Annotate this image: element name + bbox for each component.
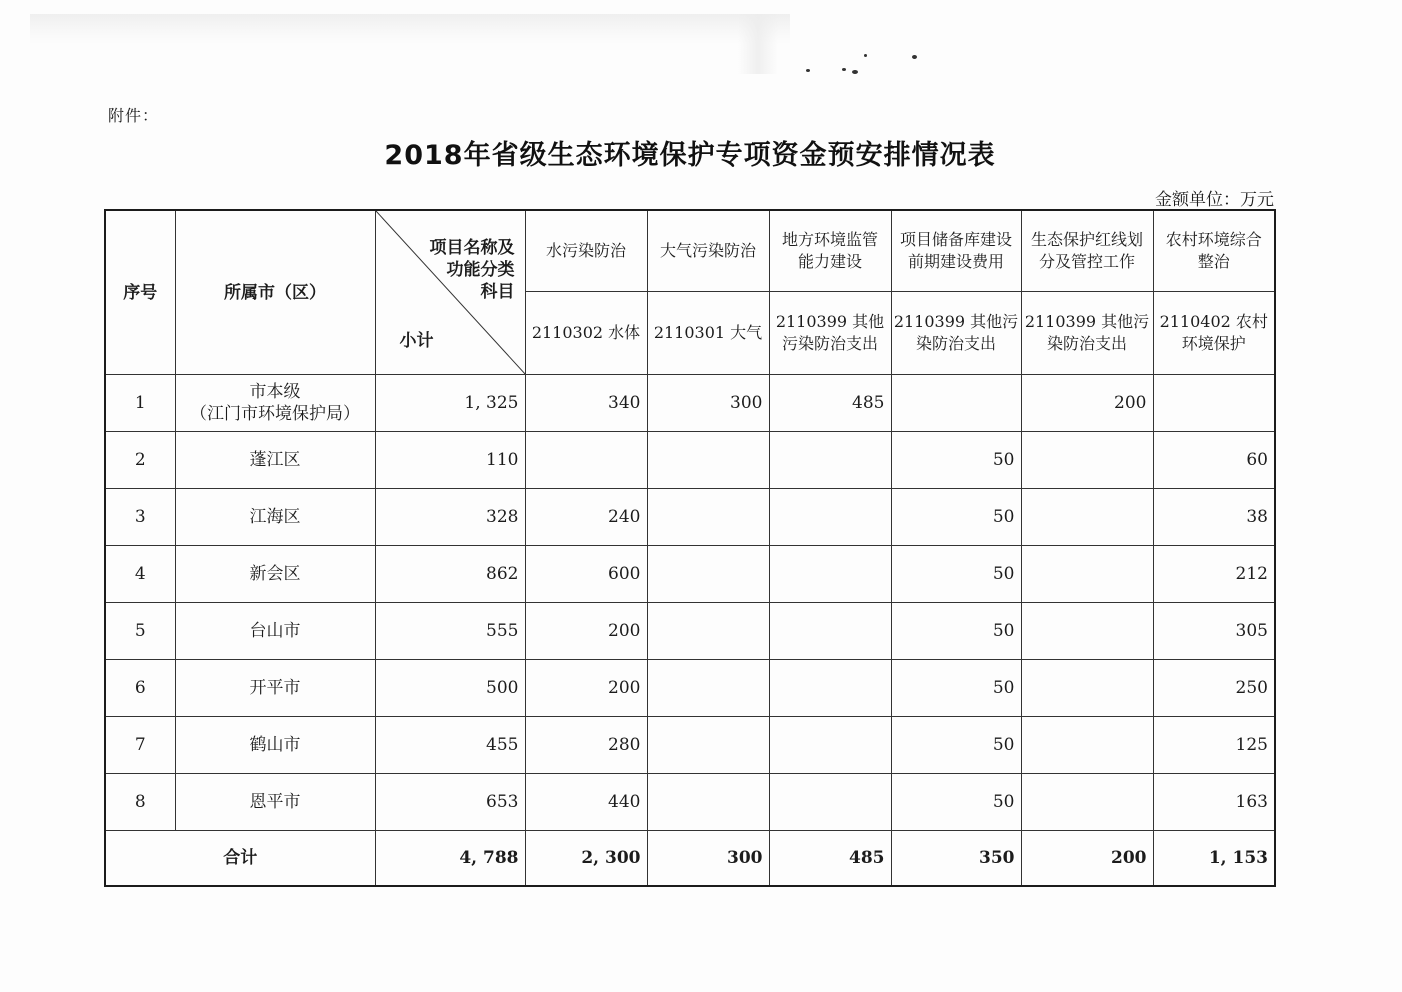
header-category-code: [525, 292, 647, 375]
header-category-code: [891, 292, 1021, 375]
row-amount: 163: [1153, 774, 1275, 831]
table-row: [105, 432, 1275, 489]
row-city: [175, 432, 375, 489]
category-code-line1: 2110402 农村: [1159, 312, 1268, 331]
category-code-line1: 2110399 其他污: [1024, 312, 1150, 331]
scan-shading: [738, 14, 778, 74]
row-amount: 305: [1153, 603, 1275, 660]
row-city-name: 新会区: [249, 564, 301, 584]
row-amount: 250: [1153, 660, 1275, 717]
total-amount: 200: [1021, 831, 1153, 887]
row-city-name: 台山市: [249, 621, 301, 641]
row-amount: 50: [891, 546, 1021, 603]
total-row: [105, 831, 1275, 887]
header-category: [647, 210, 769, 292]
row-subtotal: 555: [375, 603, 525, 660]
row-amount: 50: [891, 603, 1021, 660]
category-name-line2: 前期建设费用: [907, 252, 1004, 271]
row-amount: 50: [891, 774, 1021, 831]
row-amount: 60: [1153, 432, 1275, 489]
row-seq: 5: [105, 603, 175, 660]
row-amount: 340: [525, 375, 647, 432]
category-name-line1: 农村环境综合: [1165, 230, 1262, 249]
scan-speck: [912, 55, 917, 59]
row-amount: [647, 774, 769, 831]
row-city-name: 市本级: [249, 382, 301, 402]
row-amount: [769, 717, 891, 774]
row-city: [175, 660, 375, 717]
row-amount: 50: [891, 489, 1021, 546]
row-amount: 240: [525, 489, 647, 546]
header-item-name-line2: 功能分类: [446, 260, 515, 280]
category-code-line2: 染防治支出: [1046, 334, 1127, 353]
row-amount: [769, 774, 891, 831]
total-amount: 1, 153: [1153, 831, 1275, 887]
row-city-name: 恩平市: [249, 792, 301, 812]
row-city: [175, 546, 375, 603]
row-amount: [1153, 375, 1275, 432]
header-category-code: [1153, 292, 1275, 375]
row-amount: [769, 603, 891, 660]
row-amount: [647, 546, 769, 603]
category-code-line1: 2110399 其他: [775, 312, 885, 331]
category-code-line2: 染防治支出: [915, 334, 996, 353]
row-amount: 50: [891, 660, 1021, 717]
total-amount: 2, 300: [525, 831, 647, 887]
header-subtotal: 小计: [399, 331, 434, 351]
header-category: [1153, 210, 1275, 292]
row-amount: 200: [1021, 375, 1153, 432]
row-amount: 50: [891, 432, 1021, 489]
row-city: [175, 774, 375, 831]
row-city-name: 江海区: [249, 507, 301, 527]
row-subtotal: 862: [375, 546, 525, 603]
row-amount: 485: [769, 375, 891, 432]
row-seq: 4: [105, 546, 175, 603]
header-category: [525, 210, 647, 292]
header-category: [1021, 210, 1153, 292]
header-seq: 序号: [105, 210, 175, 375]
row-amount: [769, 489, 891, 546]
row-amount: [647, 603, 769, 660]
row-seq: 7: [105, 717, 175, 774]
row-amount: [1021, 603, 1153, 660]
table-row: [105, 603, 1275, 660]
row-amount: [647, 432, 769, 489]
table-row: [105, 375, 1275, 432]
row-subtotal: 110: [375, 432, 525, 489]
row-amount: 125: [1153, 717, 1275, 774]
table-row: [105, 546, 1275, 603]
row-subtotal: 1, 325: [375, 375, 525, 432]
row-amount: [1021, 660, 1153, 717]
category-name-line2: 整治: [1197, 252, 1230, 271]
row-amount: [1021, 717, 1153, 774]
table-row: [105, 660, 1275, 717]
header-category-code: [769, 292, 891, 375]
header-category-code: [647, 292, 769, 375]
category-name-line1: 地方环境监管: [781, 230, 878, 249]
row-amount: 212: [1153, 546, 1275, 603]
row-amount: [769, 660, 891, 717]
header-category: [769, 210, 891, 292]
category-name-line2: 能力建设: [797, 252, 862, 271]
header-diagonal-cell: [375, 210, 525, 375]
scan-speck: [842, 68, 846, 71]
attachment-label: 附件：: [108, 106, 160, 125]
row-city-name: 开平市: [249, 678, 301, 698]
header-row: [105, 210, 1275, 292]
category-code-line1: 2110301 大气: [653, 323, 763, 342]
row-amount: [769, 546, 891, 603]
row-city-subname: （江门市环境保护局）: [190, 404, 360, 424]
table-row: [105, 717, 1275, 774]
row-amount: 50: [891, 717, 1021, 774]
row-amount: [1021, 546, 1153, 603]
scan-speck: [864, 54, 867, 57]
row-amount: [769, 432, 891, 489]
total-label: 合计: [105, 831, 375, 887]
row-seq: 1: [105, 375, 175, 432]
row-seq: 2: [105, 432, 175, 489]
row-amount: 200: [525, 603, 647, 660]
row-amount: [891, 375, 1021, 432]
category-name-line1: 生态保护红线划: [1030, 230, 1143, 249]
scan-speck: [852, 70, 858, 74]
row-amount: 200: [525, 660, 647, 717]
row-city-name: 蓬江区: [249, 450, 301, 470]
header-category: [891, 210, 1021, 292]
category-code-line2: 污染防治支出: [781, 334, 878, 353]
document-title: 2018年省级生态环境保护专项资金预安排情况表: [384, 140, 996, 171]
row-subtotal: 328: [375, 489, 525, 546]
row-city: [175, 489, 375, 546]
row-city: [175, 717, 375, 774]
table-row: [105, 489, 1275, 546]
row-amount: [1021, 432, 1153, 489]
row-amount: 600: [525, 546, 647, 603]
row-amount: 38: [1153, 489, 1275, 546]
total-amount: 485: [769, 831, 891, 887]
row-amount: [525, 432, 647, 489]
category-code-line2: 环境保护: [1181, 334, 1246, 353]
row-amount: 280: [525, 717, 647, 774]
header-item-name-line1: 项目名称及: [429, 238, 515, 258]
category-name-line1: 水污染防治: [545, 241, 626, 260]
scan-speck: [806, 69, 810, 72]
row-city: [175, 375, 375, 432]
row-amount: [647, 717, 769, 774]
table-row: [105, 774, 1275, 831]
row-amount: [647, 660, 769, 717]
header-city: 所属市（区）: [175, 210, 375, 375]
header-category-code: [1021, 292, 1153, 375]
row-city-name: 鹤山市: [249, 735, 301, 755]
row-seq: 8: [105, 774, 175, 831]
category-name-line1: 大气污染防治: [659, 241, 756, 260]
row-seq: 3: [105, 489, 175, 546]
row-amount: [647, 489, 769, 546]
header-item-name: [395, 237, 515, 303]
total-subtotal: 4, 788: [375, 831, 525, 887]
category-code-line1: 2110399 其他污: [893, 312, 1019, 331]
category-name-line2: 分及管控工作: [1038, 252, 1135, 271]
total-amount: 350: [891, 831, 1021, 887]
row-amount: 300: [647, 375, 769, 432]
total-amount: 300: [647, 831, 769, 887]
row-amount: [1021, 774, 1153, 831]
category-code-line1: 2110302 水体: [531, 323, 641, 342]
scan-shading: [30, 14, 790, 44]
row-subtotal: 653: [375, 774, 525, 831]
row-amount: 440: [525, 774, 647, 831]
category-name-line1: 项目储备库建设: [899, 230, 1012, 249]
amount-unit: 金额单位：万元: [1155, 190, 1274, 210]
budget-table: [104, 209, 1276, 887]
header-item-name-line3: 科目: [480, 282, 515, 302]
row-amount: [1021, 489, 1153, 546]
row-subtotal: 500: [375, 660, 525, 717]
row-subtotal: 455: [375, 717, 525, 774]
row-city: [175, 603, 375, 660]
row-seq: 6: [105, 660, 175, 717]
